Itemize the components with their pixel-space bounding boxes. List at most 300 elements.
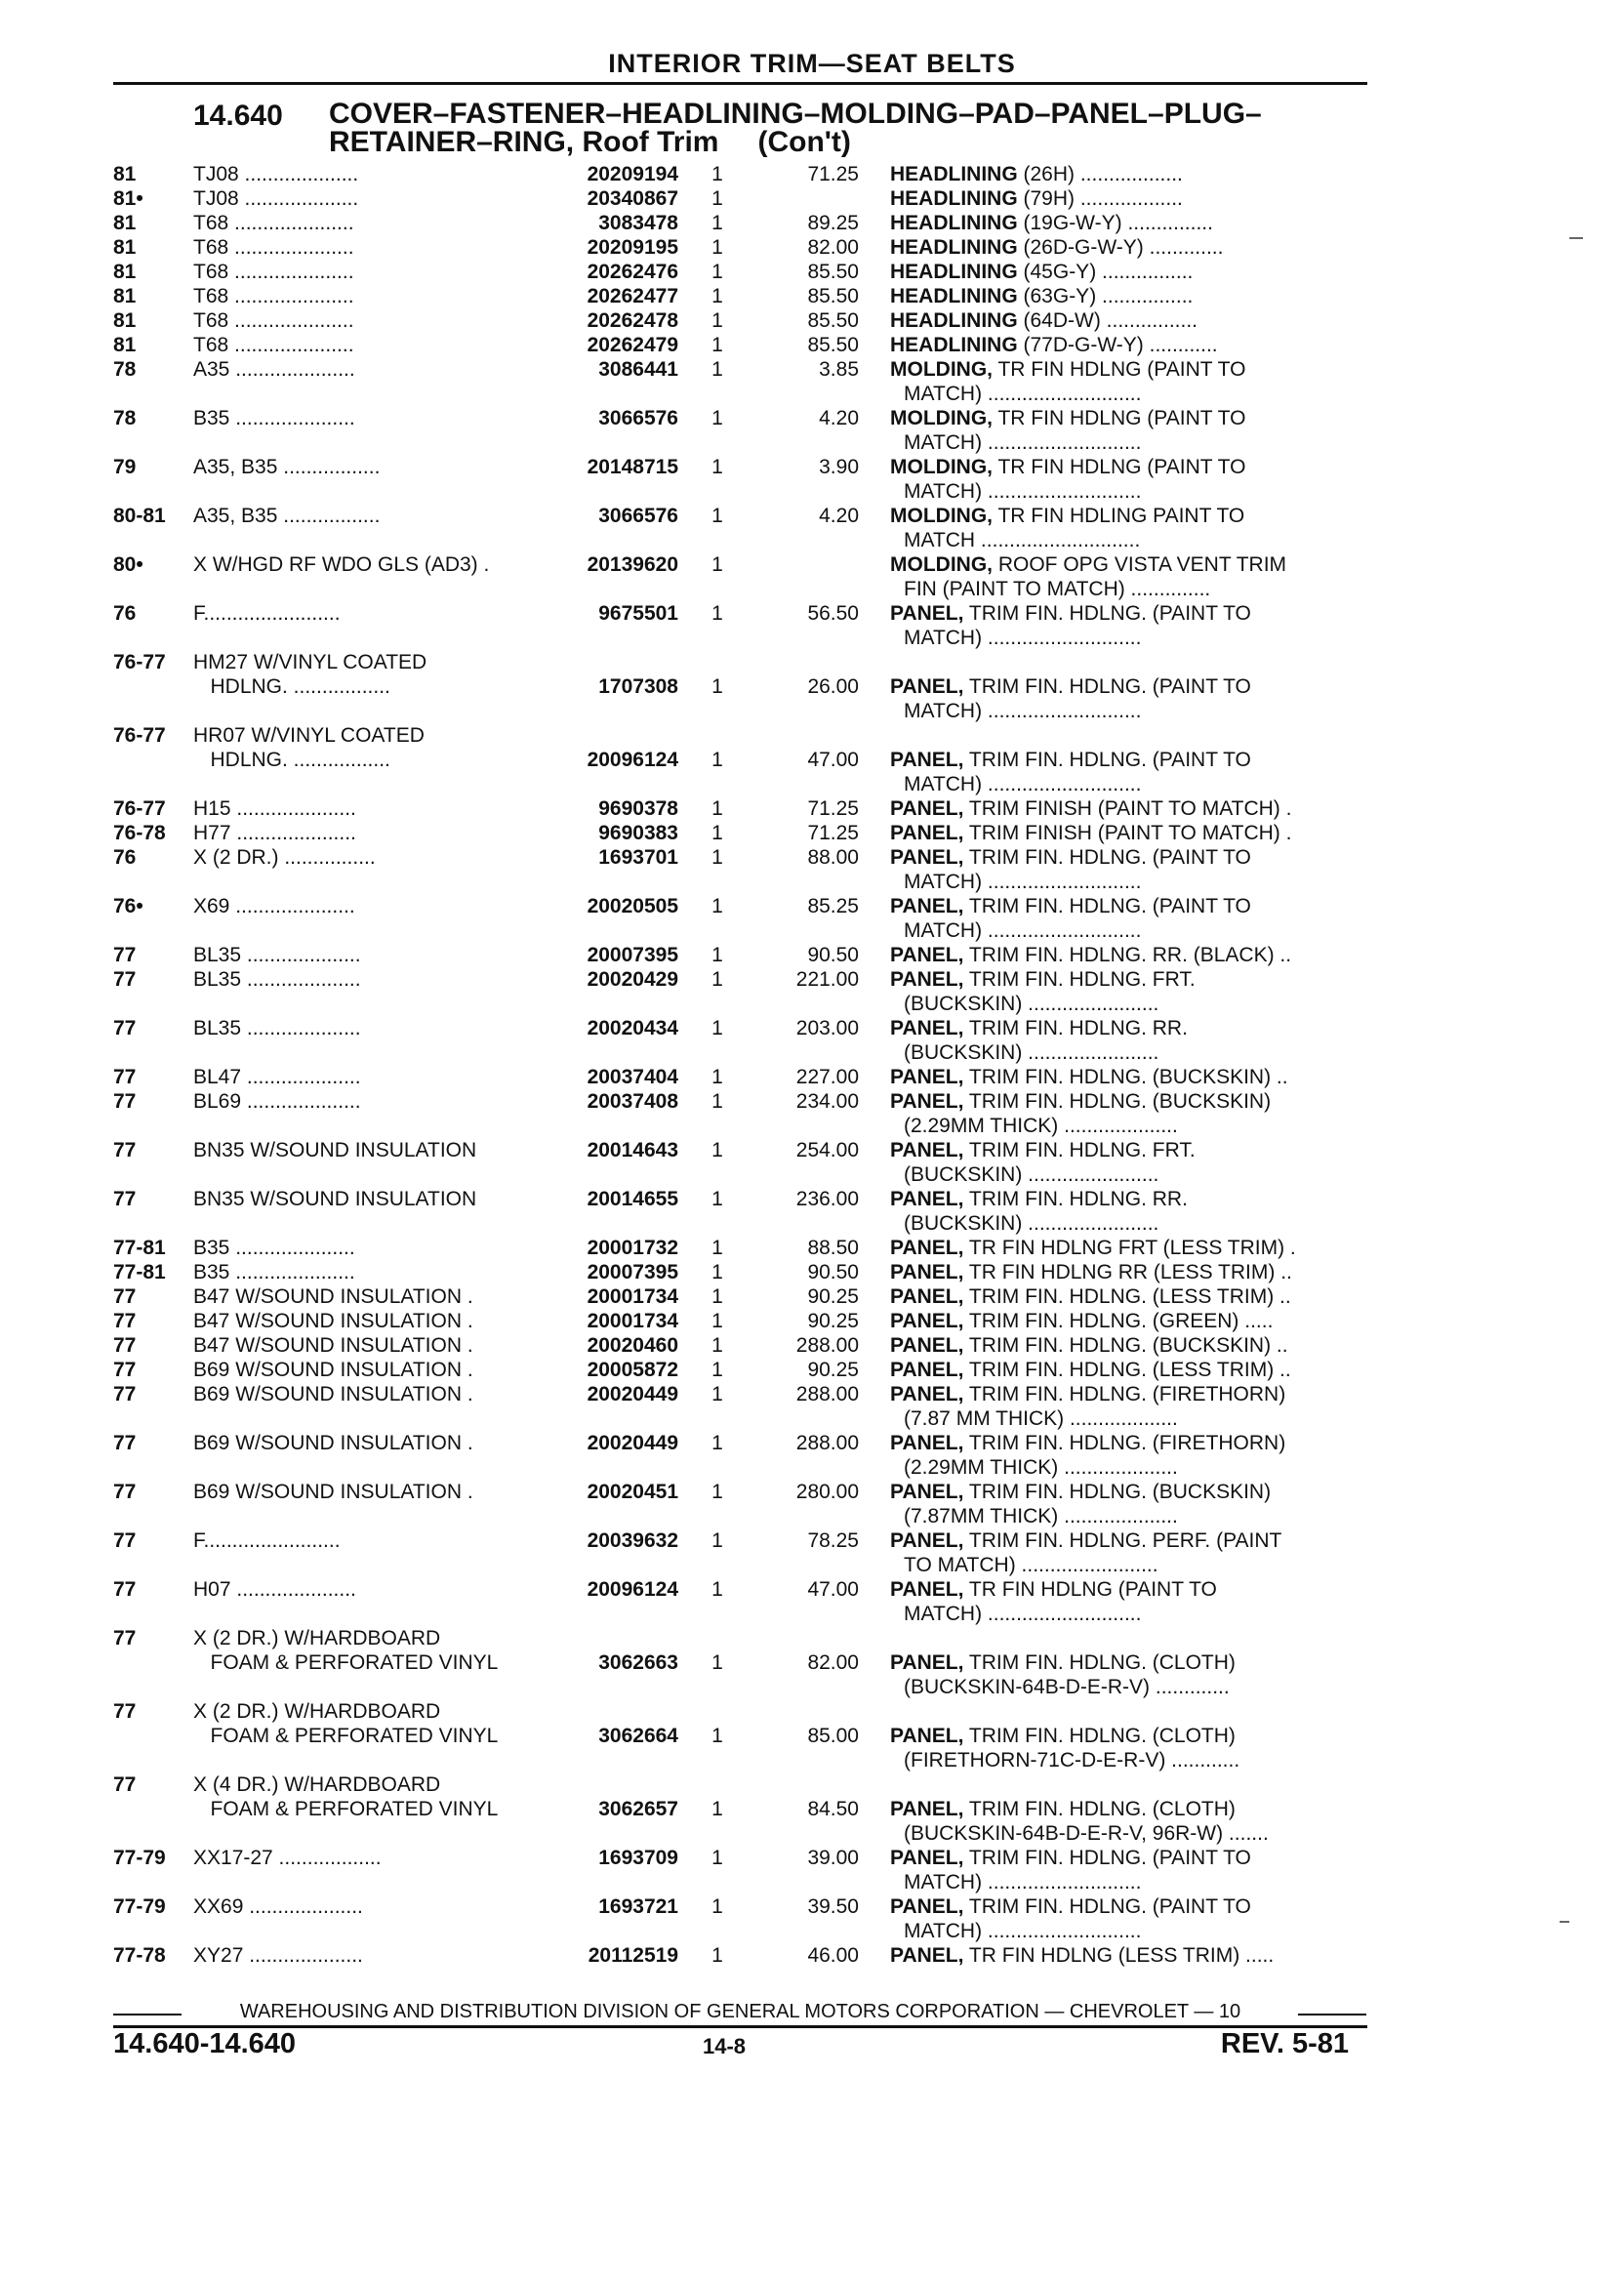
description-text: TR FIN HDLING PAINT TO: [993, 505, 1245, 527]
description-keyword: HEADLINING: [890, 261, 1018, 283]
description-line: [890, 1577, 1368, 1602]
model-text: BL35 ....................: [193, 968, 361, 991]
ref-number: 81•: [113, 187, 143, 210]
ref-number: 76-78: [113, 822, 166, 844]
table-row: [0, 601, 1624, 650]
table-row: [0, 284, 1624, 308]
model-cell: [193, 1431, 540, 1455]
quantity: 1: [711, 1139, 723, 1161]
model-cell: [193, 1943, 540, 1968]
description-cell: [890, 601, 1368, 650]
description-cell: [890, 308, 1368, 333]
model-text: T68 .....................: [193, 334, 354, 356]
model-text: XX17-27 ..................: [193, 1847, 382, 1869]
section-title-line2-text: RETAINER–RING, Roof Trim: [329, 126, 719, 158]
section-title-line1: COVER–FASTENER–HEADLINING–MOLDING–PAD–PANEL–PLUG–: [329, 98, 1262, 130]
description-cell: [890, 1943, 1368, 1968]
description-keyword: PANEL,: [890, 1895, 964, 1918]
description-line: [890, 260, 1368, 284]
ref-number: 77: [113, 1066, 137, 1088]
ref-number: 77: [113, 1285, 137, 1308]
part-number: 20001734: [587, 1285, 678, 1308]
ref-number: 76: [113, 602, 137, 625]
description-line: [890, 1309, 1368, 1333]
description-line: [890, 1236, 1368, 1260]
model-text: BL69 ....................: [193, 1090, 361, 1113]
quantity: 1: [711, 749, 723, 771]
footer-section-range: 14.640-14.640: [113, 2028, 297, 2059]
description-keyword: PANEL,: [890, 895, 964, 917]
description-text: TRIM FIN. HDLNG. (LESS TRIM) ..: [963, 1285, 1291, 1308]
part-number: 1693721: [598, 1895, 678, 1918]
description-line: [890, 504, 1368, 528]
description-keyword: PANEL,: [890, 1725, 964, 1747]
description-keyword: PANEL,: [890, 822, 964, 844]
description-keyword: PANEL,: [890, 1944, 964, 1967]
model-cell: [193, 1577, 540, 1602]
part-number: 1693709: [598, 1847, 678, 1869]
model-text: B35 .....................: [193, 1261, 355, 1283]
table-row: [0, 1236, 1624, 1260]
description-keyword: PANEL,: [890, 1432, 964, 1454]
description-text: TRIM FINISH (PAINT TO MATCH) .: [963, 797, 1292, 820]
model-text: XX69 ....................: [193, 1895, 363, 1918]
description-line: [890, 1333, 1368, 1358]
ref-number: 77: [113, 944, 137, 966]
description-cell: [890, 357, 1368, 406]
description-line: [890, 748, 1368, 772]
description-text: TRIM FIN. HDLNG. (PAINT TO: [963, 895, 1251, 917]
table-row: [0, 1187, 1624, 1236]
description-text: MATCH ............................: [904, 529, 1141, 551]
section-number: 14.640: [193, 100, 283, 132]
quantity: 1: [711, 968, 723, 991]
table-row: [0, 1431, 1624, 1480]
table-row: [0, 796, 1624, 821]
description-keyword: MOLDING,: [890, 358, 993, 381]
price: 3.90: [819, 456, 859, 478]
model-text: HDLNG. .................: [193, 749, 390, 771]
model-text: H15 .....................: [193, 797, 356, 820]
model-cell: [193, 1626, 540, 1675]
ref-number: 77: [113, 1090, 137, 1113]
model-text: A35 .....................: [193, 358, 355, 381]
quantity: 1: [711, 285, 723, 307]
description-keyword: PANEL,: [890, 749, 964, 771]
description-cell: [890, 186, 1368, 211]
table-row: [0, 1699, 1624, 1772]
description-text: (63G-Y) ................: [1017, 285, 1194, 307]
model-cell: [193, 235, 540, 260]
price: 47.00: [807, 749, 859, 771]
quantity: 1: [711, 334, 723, 356]
price: 26.00: [807, 675, 859, 698]
description-text: MATCH) ...........................: [904, 431, 1142, 454]
table-row: [0, 1358, 1624, 1382]
model-text: B35 .....................: [193, 1237, 355, 1259]
model-text: HR07 W/VINYL COATED: [193, 724, 425, 747]
ref-number: 77: [113, 1017, 137, 1039]
price: 227.00: [795, 1066, 859, 1088]
part-number: 1693701: [598, 846, 678, 869]
description-line: [890, 211, 1368, 235]
description-text: MATCH) ...........................: [904, 871, 1142, 893]
model-text: A35, B35 .................: [193, 456, 381, 478]
header-rule: [113, 82, 1367, 85]
model-text: F........................: [193, 1529, 341, 1552]
description-keyword: PANEL,: [890, 1847, 964, 1869]
table-row: [0, 162, 1624, 186]
description-keyword: PANEL,: [890, 602, 964, 625]
description-line: [890, 186, 1368, 211]
description-keyword: PANEL,: [890, 1066, 964, 1088]
description-text: (26H) ..................: [1017, 163, 1183, 185]
description-line: [890, 455, 1368, 479]
description-keyword: PANEL,: [890, 1359, 964, 1381]
model-cell: [193, 1358, 540, 1382]
part-number: 20020449: [587, 1383, 678, 1405]
footer-distribution: WAREHOUSING AND DISTRIBUTION DIVISION OF GENERAL MOTORS CORPORATION — CHEVROLET — 10: [239, 2001, 1241, 2022]
model-cell: [193, 943, 540, 967]
description-text: (2.29MM THICK) ....................: [904, 1456, 1178, 1479]
scan-mark: [1560, 1921, 1569, 1923]
part-number: 20020460: [587, 1334, 678, 1357]
model-cell: [193, 284, 540, 308]
table-row: [0, 1528, 1624, 1577]
description-text: (19G-W-Y) ...............: [1017, 212, 1213, 234]
model-cell: [193, 894, 540, 918]
description-text: MATCH) ...........................: [904, 919, 1142, 942]
model-text: TJ08 ....................: [193, 163, 359, 185]
description-keyword: PANEL,: [890, 1188, 964, 1210]
table-row: [0, 308, 1624, 333]
description-keyword: PANEL,: [890, 1383, 964, 1405]
part-number: 20020434: [587, 1017, 678, 1039]
description-text: TRIM FINISH (PAINT TO MATCH) .: [963, 822, 1292, 844]
description-text: ROOF OPG VISTA VENT TRIM: [993, 553, 1287, 576]
model-text: X (2 DR.) W/HARDBOARD: [193, 1700, 441, 1723]
part-number: 20020429: [587, 968, 678, 991]
description-text: MATCH) ...........................: [904, 383, 1142, 405]
description-line: [890, 1602, 1368, 1626]
part-number: 20148715: [587, 456, 678, 478]
price: 85.00: [807, 1725, 859, 1747]
model-cell: [193, 650, 540, 699]
description-cell: [890, 1894, 1368, 1943]
ref-number: 81: [113, 334, 137, 356]
price: 84.50: [807, 1798, 859, 1820]
ref-number: 77-81: [113, 1237, 166, 1259]
model-cell: [193, 1846, 540, 1870]
quantity: 1: [711, 822, 723, 844]
description-keyword: MOLDING,: [890, 505, 993, 527]
table-row: [0, 211, 1624, 235]
description-text: MATCH) ...........................: [904, 1871, 1142, 1893]
price: 90.25: [807, 1359, 859, 1381]
model-cell: [193, 1138, 540, 1162]
description-cell: [890, 894, 1368, 943]
model-cell: [193, 1309, 540, 1333]
price: 288.00: [795, 1432, 859, 1454]
footer-page-number: 14-8: [703, 2034, 747, 2058]
description-text: TRIM FIN. HDLNG. (LESS TRIM) ..: [963, 1359, 1291, 1381]
part-number: 20014643: [587, 1139, 678, 1161]
description-cell: [890, 1480, 1368, 1528]
description-text: (FIRETHORN-71C-D-E-R-V) ............: [904, 1749, 1240, 1771]
model-text: BN35 W/SOUND INSULATION: [193, 1188, 477, 1210]
part-number: 20037408: [587, 1090, 678, 1113]
description-line: [890, 845, 1368, 870]
price: 4.20: [819, 505, 859, 527]
quantity: 1: [711, 1334, 723, 1357]
model-cell: [193, 601, 540, 626]
price: 71.25: [807, 797, 859, 820]
quantity: 1: [711, 797, 723, 820]
model-text: X W/HGD RF WDO GLS (AD3) .: [193, 553, 490, 576]
scan-mark: [1569, 237, 1583, 239]
description-text: TRIM FIN. HDLNG. (FIRETHORN): [963, 1383, 1286, 1405]
price: 46.00: [807, 1944, 859, 1967]
description-line: [890, 1504, 1368, 1528]
description-line: [890, 1675, 1368, 1699]
model-cell: [193, 211, 540, 235]
quantity: 1: [711, 1481, 723, 1503]
description-text: (BUCKSKIN) .......................: [904, 1212, 1159, 1235]
price: 3.85: [819, 358, 859, 381]
quantity: 1: [711, 1310, 723, 1332]
model-text: B69 W/SOUND INSULATION .: [193, 1383, 473, 1405]
description-line: [890, 382, 1368, 406]
table-row: [0, 455, 1624, 504]
model-cell: [193, 1333, 540, 1358]
table-row: [0, 1065, 1624, 1089]
description-keyword: HEADLINING: [890, 187, 1018, 210]
model-cell: [193, 186, 540, 211]
description-cell: [890, 552, 1368, 601]
part-number: 20005872: [587, 1359, 678, 1381]
part-number: 20039632: [587, 1529, 678, 1552]
description-text: (BUCKSKIN) .......................: [904, 1041, 1159, 1064]
description-text: (BUCKSKIN) .......................: [904, 1163, 1159, 1186]
description-text: MATCH) ...........................: [904, 627, 1142, 649]
ref-number: 77-79: [113, 1895, 166, 1918]
description-text: TRIM FIN. HDLNG. FRT.: [963, 1139, 1196, 1161]
description-cell: [890, 967, 1368, 1016]
part-number: 3083478: [598, 212, 678, 234]
model-cell: [193, 1260, 540, 1284]
description-text: TRIM FIN. HDLNG. (GREEN) .....: [963, 1310, 1274, 1332]
price: 71.25: [807, 163, 859, 185]
section-continued: (Con't): [757, 126, 851, 158]
description-text: TR FIN HDLNG (PAINT TO: [993, 358, 1246, 381]
description-text: TRIM FIN. HDLNG. (CLOTH): [963, 1798, 1236, 1820]
model-text: T68 .....................: [193, 261, 354, 283]
quantity: 1: [711, 944, 723, 966]
quantity: 1: [711, 1237, 723, 1259]
model-cell: [193, 1480, 540, 1504]
table-row: [0, 235, 1624, 260]
description-cell: [890, 1797, 1368, 1846]
part-number: 20007395: [587, 944, 678, 966]
price: 85.50: [807, 309, 859, 332]
description-text: (64D-W) ................: [1017, 309, 1198, 332]
description-keyword: PANEL,: [890, 1798, 964, 1820]
part-number: 20096124: [587, 1578, 678, 1601]
ref-number: 81: [113, 163, 137, 185]
price: 85.50: [807, 334, 859, 356]
description-keyword: PANEL,: [890, 1237, 964, 1259]
table-row: [0, 1284, 1624, 1309]
description-line: [890, 821, 1368, 845]
description-line: [890, 1406, 1368, 1431]
table-row: [0, 943, 1624, 967]
price: 82.00: [807, 1651, 859, 1674]
model-text: B69 W/SOUND INSULATION .: [193, 1432, 473, 1454]
description-text: TRIM FIN. HDLNG. RR.: [963, 1017, 1188, 1039]
description-line: [890, 1797, 1368, 1821]
quantity: 1: [711, 1895, 723, 1918]
description-line: [890, 1016, 1368, 1040]
description-line: [890, 943, 1368, 967]
table-row: [0, 1626, 1624, 1699]
table-row: [0, 650, 1624, 723]
model-cell: [193, 162, 540, 186]
description-keyword: MOLDING,: [890, 553, 993, 576]
description-cell: [890, 1260, 1368, 1284]
description-cell: [890, 1309, 1368, 1333]
description-text: TRIM FIN. HDLNG. (BUCKSKIN): [963, 1481, 1272, 1503]
quantity: 1: [711, 1066, 723, 1088]
price: 4.20: [819, 407, 859, 429]
section-title-line2: [329, 128, 1262, 156]
description-text: TRIM FIN. HDLNG. PERF. (PAINT: [963, 1529, 1282, 1552]
ref-number: 76: [113, 846, 137, 869]
price: 47.00: [807, 1578, 859, 1601]
description-text: TRIM FIN. HDLNG. (PAINT TO: [963, 675, 1251, 698]
price: 39.50: [807, 1895, 859, 1918]
part-number: 3062663: [598, 1651, 678, 1674]
description-text: MATCH) ...........................: [904, 1603, 1142, 1625]
description-text: (26D-G-W-Y) .............: [1017, 236, 1224, 259]
part-number: 20037404: [587, 1066, 678, 1088]
quantity: 1: [711, 1285, 723, 1308]
table-row: [0, 845, 1624, 894]
description-cell: [890, 235, 1368, 260]
model-text: T68 .....................: [193, 285, 354, 307]
table-row: [0, 1016, 1624, 1065]
description-line: [890, 894, 1368, 918]
description-text: (7.87 MM THICK) ...................: [904, 1407, 1178, 1430]
ref-number: 81: [113, 261, 137, 283]
description-line: [890, 1358, 1368, 1382]
description-line: [890, 1211, 1368, 1236]
quantity: 1: [711, 1359, 723, 1381]
description-cell: [890, 674, 1368, 723]
description-text: (77D-G-W-Y) ............: [1017, 334, 1218, 356]
description-cell: [890, 1846, 1368, 1894]
description-line: [890, 1382, 1368, 1406]
description-cell: [890, 1724, 1368, 1772]
description-text: TRIM FIN. HDLNG. (PAINT TO: [963, 602, 1251, 625]
part-number: 20262476: [587, 261, 678, 283]
description-text: (BUCKSKIN-64B-D-E-R-V) .............: [904, 1676, 1230, 1698]
part-number: 1707308: [598, 675, 678, 698]
model-text: BL35 ....................: [193, 1017, 361, 1039]
part-number: 20112519: [588, 1944, 678, 1967]
description-text: TRIM FIN. HDLNG. (PAINT TO: [963, 749, 1251, 771]
ref-number: 77: [113, 1773, 137, 1796]
description-text: MATCH) ...........................: [904, 480, 1142, 503]
ref-number: 81: [113, 309, 137, 332]
quantity: 1: [711, 846, 723, 869]
part-number: 20096124: [587, 749, 678, 771]
description-line: [890, 235, 1368, 260]
quantity: 1: [711, 1090, 723, 1113]
quantity: 1: [711, 407, 723, 429]
description-text: TR FIN HDLNG FRT (LESS TRIM) .: [963, 1237, 1296, 1259]
section-title: [329, 100, 1262, 156]
model-cell: [193, 260, 540, 284]
table-row: [0, 1894, 1624, 1943]
model-cell: [193, 1016, 540, 1040]
table-row: [0, 1772, 1624, 1846]
description-text: (79H) ..................: [1017, 187, 1183, 210]
price: 85.25: [807, 895, 859, 917]
model-cell: [193, 1065, 540, 1089]
description-text: MATCH) ...........................: [904, 773, 1142, 795]
description-text: TRIM FIN. HDLNG. (BUCKSKIN) ..: [963, 1334, 1288, 1357]
model-cell: [193, 1089, 540, 1114]
description-line: [890, 1138, 1368, 1162]
description-text: TR FIN HDLNG (PAINT TO: [993, 456, 1246, 478]
table-row: [0, 1309, 1624, 1333]
description-line: [890, 162, 1368, 186]
model-cell: [193, 1236, 540, 1260]
description-keyword: HEADLINING: [890, 163, 1018, 185]
description-line: [890, 1455, 1368, 1480]
part-number: 20020505: [587, 895, 678, 917]
model-text: HM27 W/VINYL COATED: [193, 651, 427, 673]
model-cell: [193, 821, 540, 845]
ref-number: 78: [113, 407, 137, 429]
ref-number: 76-77: [113, 651, 166, 673]
description-text: TRIM FIN. HDLNG. (PAINT TO: [963, 1895, 1251, 1918]
ref-number: 77: [113, 1359, 137, 1381]
description-cell: [890, 821, 1368, 845]
quantity: 1: [711, 895, 723, 917]
quantity: 1: [711, 1847, 723, 1869]
description-keyword: PANEL,: [890, 1334, 964, 1357]
price: 221.00: [795, 968, 859, 991]
part-number: 9690378: [598, 797, 678, 820]
part-number: 20209195: [587, 236, 678, 259]
model-cell: [193, 406, 540, 430]
description-line: [890, 1431, 1368, 1455]
price: 78.25: [807, 1529, 859, 1552]
description-text: (7.87MM THICK) ....................: [904, 1505, 1178, 1527]
description-cell: [890, 406, 1368, 455]
description-line: [890, 430, 1368, 455]
price: 234.00: [795, 1090, 859, 1113]
description-cell: [890, 1236, 1368, 1260]
description-keyword: HEADLINING: [890, 285, 1018, 307]
description-text: FIN (PAINT TO MATCH) ..............: [904, 578, 1211, 600]
description-line: [890, 967, 1368, 992]
description-line: [890, 1821, 1368, 1846]
quantity: 1: [711, 212, 723, 234]
description-keyword: PANEL,: [890, 944, 964, 966]
model-cell: [193, 504, 540, 528]
